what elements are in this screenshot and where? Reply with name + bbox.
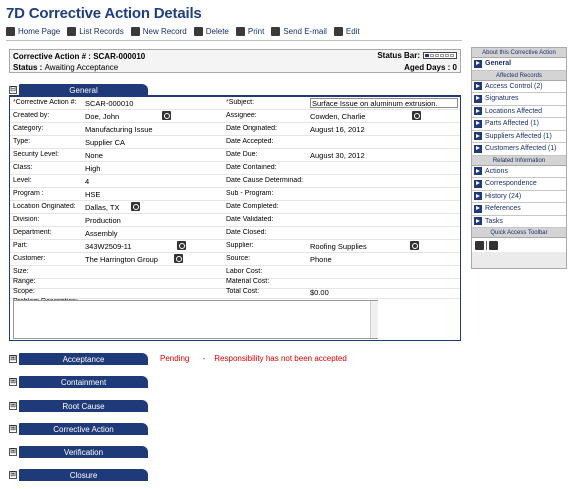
date-due-field: August 30, 2012	[310, 151, 365, 160]
form-row: Department: Assembly Date Closed:	[10, 228, 460, 240]
problem-description-textarea[interactable]	[13, 300, 378, 339]
sidebar-item-access-control[interactable]: Access Control (2)	[472, 81, 566, 94]
divider	[6, 40, 462, 41]
date-originated-field: August 16, 2012	[310, 125, 365, 134]
print-button[interactable]: Print	[236, 27, 264, 36]
form-row: Customer: The Harrington Group Source: Phone	[10, 254, 460, 266]
list-records-button[interactable]: List Records	[67, 27, 123, 36]
sidebar	[471, 47, 567, 269]
sidebar-item-tasks[interactable]: Tasks	[472, 216, 566, 229]
sidebar-quick-header: Quick Access Toolbar	[472, 228, 566, 238]
status-value: Awaiting Acceptance	[44, 63, 119, 72]
form-row: Category: Manufacturing Issue Date Originated: August 16, 2012	[10, 124, 460, 136]
general-form	[9, 95, 461, 341]
expand-acceptance-icon[interactable]: ⊞	[10, 355, 16, 362]
form-row: Type: Supplier CA Date Accepted:	[10, 137, 460, 149]
division-field: Production	[85, 216, 121, 225]
security-level-field: None	[85, 151, 103, 160]
form-row: *Corrective Action #: SCAR-000010 *Subject: Surface Issue on aluminum extrusion.	[10, 98, 460, 110]
edit-icon[interactable]	[489, 241, 498, 250]
tab-root-cause[interactable]: Root Cause	[19, 400, 148, 412]
customer-field: The Harrington Group	[85, 255, 158, 264]
total-cost-field: $0.00	[310, 288, 329, 297]
expand-root-cause-icon[interactable]: ⊞	[10, 402, 16, 409]
sidebar-item-signatures[interactable]: Signatures	[472, 93, 566, 106]
sidebar-item-locations[interactable]: Locations Affected	[472, 106, 566, 119]
arrow-right-icon	[474, 60, 482, 68]
program-field: HSE	[85, 190, 101, 199]
arrow-right-icon	[474, 82, 482, 90]
arrow-right-icon	[474, 192, 482, 200]
location-field: Dallas, TX	[85, 203, 120, 212]
collapse-general-icon[interactable]: ⊟	[10, 86, 16, 93]
subject-field[interactable]: Surface Issue on aluminum extrusion.	[310, 98, 458, 108]
sidebar-item-actions[interactable]: Actions	[472, 166, 566, 179]
form-row: Range: Material Cost:	[10, 277, 460, 289]
tab-general[interactable]: General	[19, 84, 148, 96]
lookup-icon[interactable]	[131, 202, 141, 212]
arrow-right-icon	[474, 180, 482, 188]
tab-corrective-action[interactable]: Corrective Action	[19, 423, 148, 435]
form-row: Class: High Date Contained:	[10, 163, 460, 175]
class-field: High	[85, 164, 101, 173]
form-row: Size: Labor Cost:	[10, 267, 460, 279]
form-row: Scope: Total Cost: $0.00	[10, 287, 460, 299]
expand-verification-icon[interactable]: ⊞	[10, 448, 16, 455]
lookup-icon[interactable]	[412, 111, 422, 121]
arrow-right-icon	[474, 95, 482, 103]
arrow-right-icon	[474, 145, 482, 153]
department-field: Assembly	[85, 229, 118, 238]
category-field: Manufacturing Issue	[85, 125, 153, 134]
send-email-button[interactable]: Send E-mail	[271, 27, 327, 36]
email-icon	[271, 27, 280, 36]
arrow-right-icon	[474, 120, 482, 128]
form-row: Security Level: None Date Due: August 30, 2012	[10, 150, 460, 162]
aged-days: Aged Days : 0	[404, 63, 457, 72]
delete-icon	[194, 27, 203, 36]
source-field: Phone	[310, 255, 332, 264]
ca-number-value: SCAR-000010	[93, 52, 146, 61]
sidebar-related-header: Related Information	[472, 156, 566, 166]
expand-containment-icon[interactable]: ⊞	[10, 378, 16, 385]
tab-containment[interactable]: Containment	[19, 376, 148, 388]
printer-icon[interactable]	[475, 241, 484, 250]
created-by-field: Doe, John	[85, 112, 120, 121]
type-field: Supplier CA	[85, 138, 126, 147]
arrow-right-icon	[474, 132, 482, 140]
quick-access-toolbar	[472, 238, 566, 252]
part-field: 343W2509-11	[85, 242, 132, 251]
sidebar-affected-header: Affected Records	[472, 71, 566, 81]
status-bar: Status Bar:	[377, 51, 457, 60]
form-row: Part: 343W2509-11 Supplier: Roofing Supplies	[10, 241, 460, 253]
lookup-icon[interactable]	[177, 241, 187, 251]
arrow-right-icon	[474, 107, 482, 115]
sidebar-item-general[interactable]: General	[472, 58, 566, 71]
form-row: Program : HSE Sub - Program:	[10, 189, 460, 201]
record-header	[9, 49, 461, 73]
level-field: 4	[85, 177, 90, 186]
acceptance-status: Pending - Responsibility has not been accepted	[160, 354, 347, 363]
lookup-icon[interactable]	[410, 241, 420, 251]
arrow-right-icon	[474, 217, 482, 225]
expand-closure-icon[interactable]: ⊞	[10, 471, 16, 478]
expand-corrective-action-icon[interactable]: ⊞	[10, 425, 16, 432]
delete-button[interactable]: Delete	[194, 27, 229, 36]
toolbar	[6, 25, 360, 37]
sidebar-item-correspondence[interactable]: Correspondence	[472, 178, 566, 191]
page-title: 7D Corrective Action Details	[6, 5, 202, 22]
status-bar-track	[423, 52, 457, 59]
sidebar-item-references[interactable]: References	[472, 203, 566, 216]
textarea-scrollbar[interactable]	[370, 301, 378, 338]
tab-acceptance[interactable]: Acceptance	[19, 353, 148, 365]
home-icon	[6, 27, 15, 36]
sidebar-item-customers[interactable]: Customers Affected (1)	[472, 143, 566, 156]
ca-number-field: SCAR-000010	[85, 99, 134, 108]
arrow-right-icon	[474, 167, 482, 175]
status-row: Status : Awaiting Acceptance Aged Days : 0	[13, 63, 457, 72]
ca-number-row: Corrective Action # : SCAR-000010	[13, 52, 146, 61]
new-record-icon	[131, 27, 140, 36]
sidebar-item-history[interactable]: History (24)	[472, 191, 566, 204]
sidebar-item-suppliers[interactable]: Suppliers Affected (1)	[472, 131, 566, 144]
supplier-field: Roofing Supplies	[310, 242, 367, 251]
lookup-icon[interactable]	[174, 254, 184, 264]
assignee-field: Cowden, Charlie	[310, 112, 366, 121]
sidebar-about-header: About this Corrective Action	[472, 48, 566, 58]
lookup-icon[interactable]	[162, 111, 172, 121]
arrow-right-icon	[474, 205, 482, 213]
new-record-button[interactable]: New Record	[131, 27, 187, 36]
tab-closure[interactable]: Closure	[19, 469, 148, 481]
tab-verification[interactable]: Verification	[19, 446, 148, 458]
printer-icon	[236, 27, 245, 36]
home-page-button[interactable]: Home Page	[6, 27, 60, 36]
divider	[486, 241, 487, 250]
form-row: Location Originated: Dallas, TX Date Completed:	[10, 202, 460, 214]
sidebar-item-parts[interactable]: Parts Affected (1)	[472, 118, 566, 131]
edit-icon	[334, 27, 343, 36]
form-row: Division: Production Date Validated:	[10, 215, 460, 227]
form-row: Created by: Doe, John Assignee: Cowden, Charlie	[10, 111, 460, 123]
form-row: Level: 4 Date Cause Determinad:	[10, 176, 460, 188]
edit-button[interactable]: Edit	[334, 27, 360, 36]
list-icon	[67, 27, 76, 36]
